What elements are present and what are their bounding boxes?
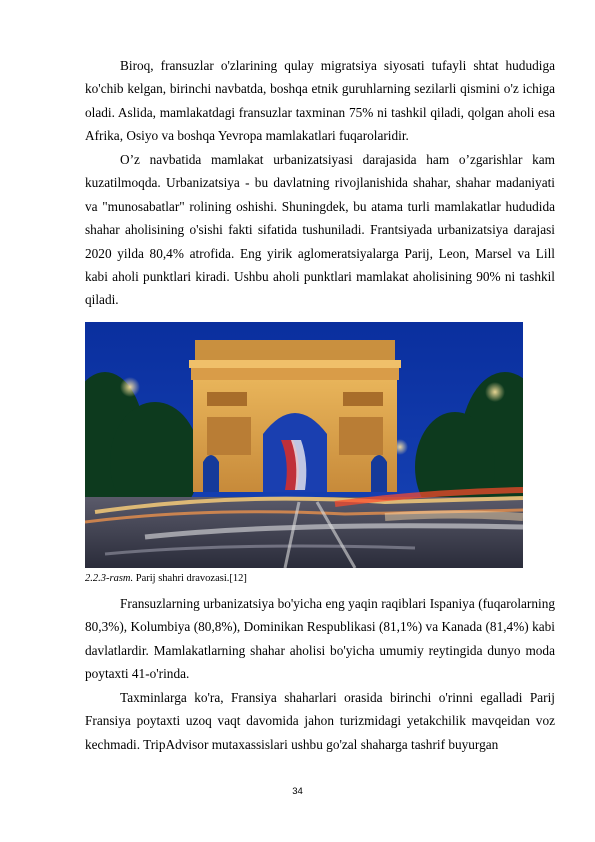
paragraph-3: Fransuzlarning urbanizatsiya bo'yicha eng yaqin raqiblari Ispaniya (fuqarolarning 80,3%), Kolumbiya (80,8%), Dominikan Respublikasi (81,1%) va Kanada (81,4%) kabi davlatlardir. Mamlakatlarning shahar aholisi bo'yicha umumiy reytingida dunyo moda poytaxti 41-o'rinda. xyxy=(85,596,555,682)
figure-caption-number: 2.2.3-rasm. xyxy=(85,573,134,584)
paragraph-4: Taxminlarga ko'ra, Fransiya shaharlari orasida birinchi o'rinni egalladi Parij Fransiya poytaxti uzoq vaqt davomida jahon turizmidagi yetakchilik mavqeidan voz kechmadi. TripAdvisor mutaxassislari ushbu go'zal shaharga tashrif buyurgan xyxy=(85,690,555,752)
paragraph-1: Biroq, fransuzlar o'zlarining qulay migratsiya siyosati tufayli shtat hududiga ko'chib kelgan, birinchi navbatda, boshqa etnik guruhlarning sezilarli qismini o'z ichiga oladi. Aslida, mamlakatdagi fransuzlar taxminan 75% ni tashkil qiladi, qolgan aholi esa Afrika, Osiyo va boshqa Yevropa mamlakatlari fuqarolaridir. xyxy=(85,58,555,144)
page-number: 34 xyxy=(292,786,303,797)
paragraph-2: O’z navbatida mamlakat urbanizatsiyasi darajasida ham o’zgarishlar kam kuzatilmoqda. Urbanizatsiya - bu davlatning rivojlanishida shahar, shahar madaniyati va "munosabatlar" rolining oshishi. Shuningdek, bu atama turli mamlakatlar hududida shahar aholisining o'sishi fakti sifatida tushuniladi. Frantsiyada urbanizatsiya darajasi 2020 yilda 80,4% atrofida. Eng yirik aglomeratsiyalarga Parij, Leon, Marsel va Lill kabi aholi punktlari kiradi. Ushbu aholi punktlari mamlakat aholisining 90% ni tashkil qiladi. xyxy=(85,152,555,308)
figure-caption-text: Parij shahri dravozasi.[12] xyxy=(133,573,247,584)
arc-de-triomphe-photo xyxy=(85,322,523,568)
arch xyxy=(189,340,401,492)
figure-caption xyxy=(85,572,247,586)
